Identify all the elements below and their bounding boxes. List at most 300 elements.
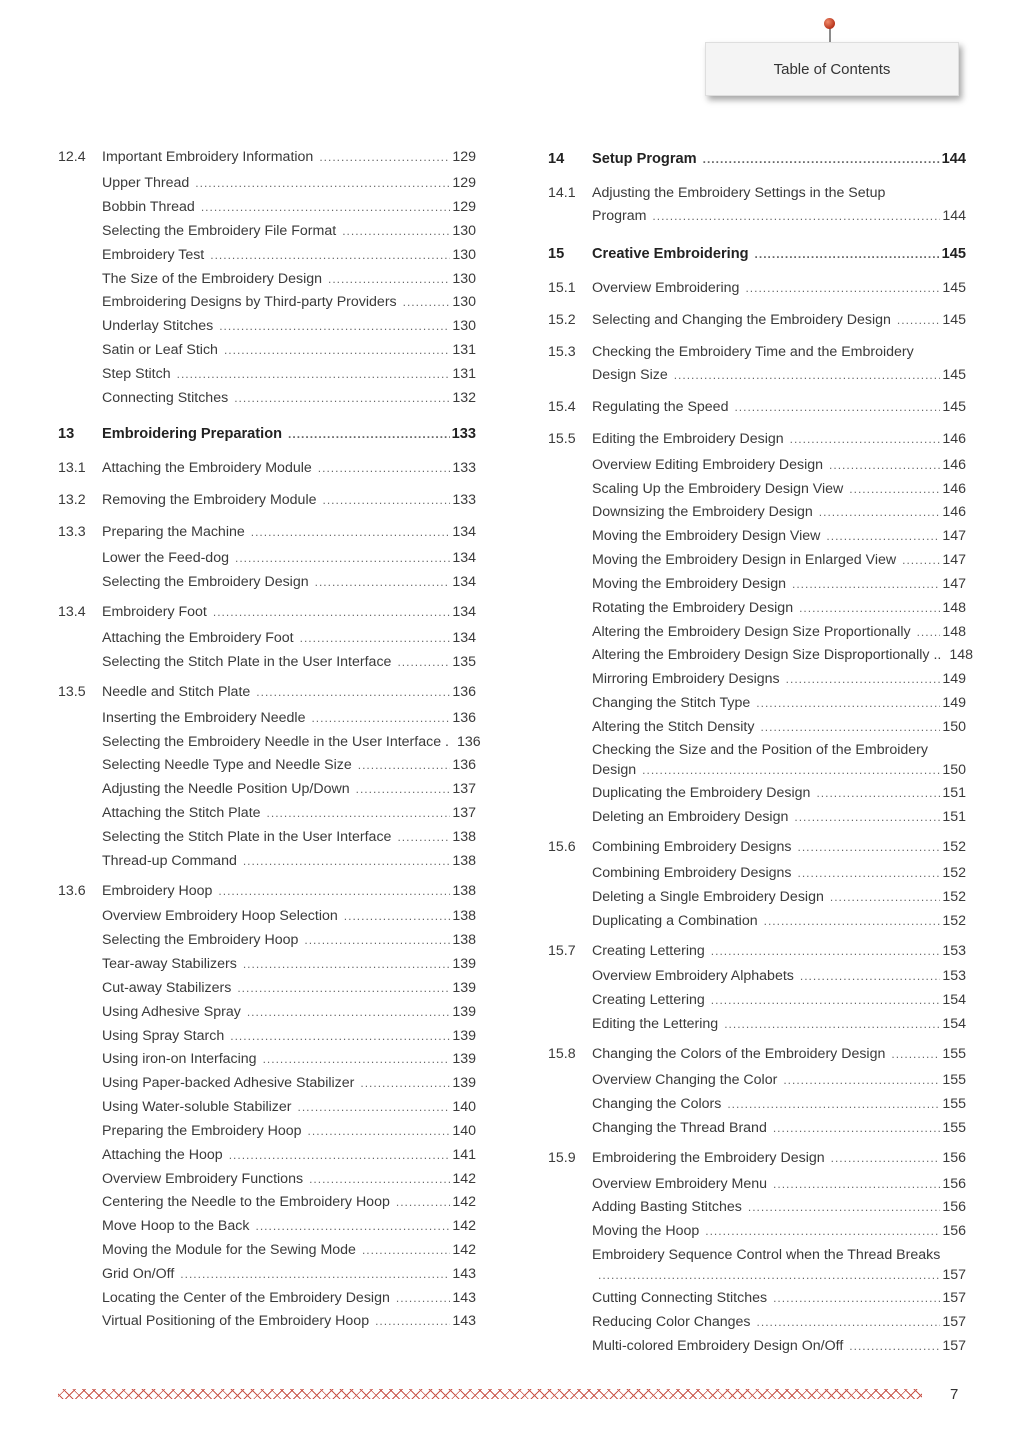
toc-entry[interactable] [548, 912, 966, 930]
toc-entry[interactable] [548, 398, 966, 416]
toc-entry[interactable] [58, 1289, 476, 1307]
toc-entry[interactable] [548, 551, 966, 569]
toc-entry[interactable] [548, 838, 966, 856]
toc-entry-number: 14.1 [548, 185, 576, 201]
toc-entry-title: Selecting the Embroidery Hoop [102, 932, 299, 948]
dot-leader [652, 207, 940, 225]
dot-leader [300, 629, 451, 647]
toc-entry[interactable] [548, 1246, 966, 1264]
pin-icon [824, 18, 835, 29]
toc-entry-page: 130 [452, 247, 476, 263]
toc-entry[interactable] [58, 317, 476, 335]
toc-entry[interactable] [58, 198, 476, 216]
dot-leader [917, 623, 941, 641]
toc-entry[interactable] [548, 527, 966, 545]
toc-entry-page: 134 [452, 630, 476, 646]
toc-entry[interactable] [548, 741, 966, 759]
toc-entry[interactable] [548, 245, 966, 263]
toc-entry-page: 134 [452, 524, 476, 540]
toc-entry-title: Centering the Needle to the Embroidery Hoop [102, 1194, 390, 1210]
toc-entry-title: Deleting an Embroidery Design [592, 809, 789, 825]
dot-leader [819, 503, 941, 521]
toc-entry[interactable] [548, 784, 966, 802]
toc-entry-title: Step Stitch [102, 366, 171, 382]
dot-leader [360, 1074, 450, 1092]
toc-entry[interactable] [58, 1217, 476, 1235]
toc-entry[interactable] [58, 1146, 476, 1164]
section-tab-label: Table of Contents [773, 60, 891, 78]
dot-leader [308, 1122, 451, 1140]
toc-entry-number: 15.3 [548, 344, 576, 360]
toc-entry-title: Changing the Colors [592, 1096, 722, 1112]
toc-entry[interactable] [58, 979, 476, 997]
toc-entry-title: Rotating the Embroidery Design [592, 600, 794, 616]
toc-entry-number: 15.7 [548, 943, 576, 959]
dot-leader [288, 425, 450, 443]
toc-entry-title: Removing the Embroidery Module [102, 492, 317, 508]
toc-entry-page: 150 [942, 719, 966, 735]
toc-entry-title: Editing the Lettering [592, 1016, 719, 1032]
toc-entry-title: Design Size [592, 367, 668, 383]
toc-entry-page: 130 [452, 294, 476, 310]
toc-entry-title: Overview Embroidery Hoop Selection [102, 908, 338, 924]
toc-entry-title: Important Embroidery Information [102, 149, 314, 165]
toc-entry[interactable] [548, 1337, 966, 1355]
toc-entry[interactable] [548, 1222, 966, 1240]
dot-leader [328, 270, 450, 288]
toc-entry[interactable] [548, 808, 966, 826]
toc-entry[interactable] [58, 341, 476, 359]
dot-leader [397, 828, 450, 846]
toc-entry[interactable] [58, 882, 476, 900]
dot-leader [309, 1170, 450, 1188]
toc-entry[interactable] [548, 366, 966, 384]
toc-entry-title: Using Water-soluble Stabilizer [102, 1099, 292, 1115]
toc-entry[interactable] [548, 623, 966, 641]
toc-entry[interactable] [548, 456, 966, 474]
toc-entry-title: Combining Embroidery Designs [592, 839, 792, 855]
toc-entry[interactable] [548, 1015, 966, 1033]
toc-entry[interactable] [548, 207, 966, 225]
toc-entry-title: Embroidery Sequence Control when the Thread Breaks [592, 1247, 941, 1263]
toc-entry[interactable] [58, 756, 476, 774]
toc-entry[interactable] [548, 942, 966, 960]
toc-entry-page: 142 [452, 1218, 476, 1234]
toc-entry-page: 136 [452, 710, 476, 726]
toc-entry[interactable] [58, 459, 476, 477]
toc-entry-page: 155 [942, 1072, 966, 1088]
toc-entry[interactable] [58, 780, 476, 798]
toc-entry[interactable] [58, 804, 476, 822]
toc-entry[interactable] [548, 864, 966, 882]
toc-entry-title: Altering the Stitch Density [592, 719, 755, 735]
toc-entry[interactable] [58, 491, 476, 509]
toc-entry-title: Needle and Stitch Plate [102, 684, 251, 700]
dot-leader [705, 1222, 940, 1240]
toc-entry-title: Underlay Stitches [102, 318, 214, 334]
toc-entry-page: 152 [942, 839, 966, 855]
dot-leader [711, 942, 941, 960]
toc-entry-page: 139 [452, 1004, 476, 1020]
toc-entry[interactable] [58, 549, 476, 567]
toc-entry-title: Using iron-on Interfacing [102, 1051, 257, 1067]
toc-entry[interactable] [548, 1289, 966, 1307]
dot-leader [755, 245, 940, 263]
toc-entry[interactable] [58, 246, 476, 264]
toc-entry-page: 130 [452, 271, 476, 287]
toc-entry[interactable] [58, 828, 476, 846]
toc-entry-title: Embroidering Preparation [102, 426, 283, 442]
toc-entry-number: 12.4 [58, 149, 86, 165]
toc-entry-page: 155 [942, 1046, 966, 1062]
toc-entry-title: Overview Changing the Color [592, 1072, 778, 1088]
dot-leader [642, 761, 940, 779]
dot-leader [180, 1265, 450, 1283]
toc-entry-page: 142 [452, 1171, 476, 1187]
toc-entry-page: 148 [942, 624, 966, 640]
dot-leader [756, 694, 940, 712]
dot-leader [897, 311, 940, 329]
toc-entry-page: 143 [452, 1290, 476, 1306]
toc-entry-number: 15.1 [548, 280, 576, 296]
toc-entry-title: Embroidery Foot [102, 604, 207, 620]
toc-entry-page: 156 [942, 1176, 966, 1192]
toc-entry[interactable] [548, 670, 966, 688]
toc-entry-title: Program [592, 208, 647, 224]
toc-entry-page: 140 [452, 1123, 476, 1139]
dot-leader [711, 991, 941, 1009]
toc-entry-page: 139 [452, 1075, 476, 1091]
toc-entry[interactable] [548, 694, 966, 712]
toc-entry[interactable] [58, 955, 476, 973]
toc-entry[interactable] [58, 1098, 476, 1116]
toc-entry-page: 149 [942, 671, 966, 687]
toc-entry-title: Setup Program [592, 151, 697, 167]
toc-entry[interactable] [58, 270, 476, 288]
dot-leader [318, 459, 451, 477]
toc-entry-title: Tear-away Stabilizers [102, 956, 237, 972]
toc-entry-title: Changing the Stitch Type [592, 695, 751, 711]
toc-entry-page: 157 [942, 1290, 966, 1306]
dot-leader [799, 599, 940, 617]
toc-entry-page: 129 [452, 149, 476, 165]
toc-entry-title: Inserting the Embroidery Needle [102, 710, 306, 726]
toc-entry-number: 13.3 [58, 524, 86, 540]
toc-entry[interactable] [548, 575, 966, 593]
toc-entry-page: 156 [942, 1199, 966, 1215]
toc-entry-page: 131 [452, 342, 476, 358]
toc-entry-page: 145 [941, 246, 966, 262]
toc-entry-title: Embroidering the Embroidery Design [592, 1150, 825, 1166]
toc-entry[interactable] [58, 653, 476, 671]
toc-entry-title: Grid On/Off [102, 1266, 175, 1282]
toc-entry-page: 146 [942, 481, 966, 497]
toc-entry[interactable] [548, 991, 966, 1009]
toc-entry-title: Adjusting the Embroidery Settings in the Setup [592, 185, 886, 201]
toc-entry-page: 129 [452, 175, 476, 191]
toc-entry-title: Checking the Embroidery Time and the Embroidery [592, 344, 914, 360]
toc-entry[interactable] [58, 222, 476, 240]
dot-leader [794, 808, 940, 826]
toc-entry[interactable] [58, 174, 476, 192]
toc-entry-page: 149 [942, 695, 966, 711]
toc-entry-title: Virtual Positioning of the Embroidery Hoop [102, 1313, 370, 1329]
toc-entry-title: The Size of the Embroidery Design [102, 271, 323, 287]
dot-leader [177, 365, 451, 383]
toc-entry-page: 146 [942, 457, 966, 473]
toc-entry-title: Selecting the Embroidery File Format [102, 223, 337, 239]
dot-leader [255, 1217, 450, 1235]
toc-entry-page: 151 [942, 785, 966, 801]
dot-leader [362, 1241, 450, 1259]
toc-entry-title: Adding Basting Stitches [592, 1199, 742, 1215]
toc-entry-page: 142 [452, 1242, 476, 1258]
toc-entry-page: 145 [942, 280, 966, 296]
dot-leader [235, 549, 450, 567]
dot-leader [826, 527, 940, 545]
dot-leader [773, 1175, 940, 1193]
page-number: 7 [950, 1386, 959, 1403]
toc-entry-page: 151 [942, 809, 966, 825]
toc-entry-page: 134 [452, 550, 476, 566]
toc-entry[interactable] [548, 599, 966, 617]
toc-entry-page: 130 [452, 223, 476, 239]
toc-entry[interactable] [58, 1265, 476, 1283]
toc-entry-page: 143 [452, 1313, 476, 1329]
dot-leader [800, 967, 940, 985]
toc-entry[interactable] [548, 888, 966, 906]
toc-entry[interactable] [58, 573, 476, 591]
toc-entry-title: Creating Lettering [592, 943, 705, 959]
toc-entry[interactable] [548, 1119, 966, 1137]
toc-entry[interactable] [548, 343, 966, 361]
toc-entry[interactable] [58, 365, 476, 383]
dot-leader [375, 1312, 450, 1330]
toc-entry-page: 146 [942, 504, 966, 520]
toc-entry-page: 138 [452, 883, 476, 899]
dot-leader [210, 246, 450, 264]
dot-leader [891, 1045, 940, 1063]
toc-entry-title: Preparing the Embroidery Hoop [102, 1123, 302, 1139]
toc-entry-title: Selecting the Stitch Plate in the User Interface [102, 654, 392, 670]
toc-entry[interactable] [58, 293, 476, 311]
dot-leader [323, 491, 451, 509]
dot-leader [798, 838, 941, 856]
dot-leader [798, 864, 941, 882]
dot-leader [315, 573, 451, 591]
dot-leader [760, 718, 940, 736]
toc-entry[interactable] [548, 184, 966, 202]
toc-entry[interactable] [58, 1122, 476, 1140]
toc-entry-number: 13 [58, 426, 75, 442]
toc-entry-title: Overview Embroidery Functions [102, 1171, 304, 1187]
toc-entry-page: 138 [452, 908, 476, 924]
toc-entry-title: Downsizing the Embroidery Design [592, 504, 813, 520]
toc-entry-number: 15.8 [548, 1046, 576, 1062]
toc-entry-title: Regulating the Speed [592, 399, 729, 415]
toc-entry-title: Multi-colored Embroidery Design On/Off [592, 1338, 844, 1354]
dot-leader [674, 366, 941, 384]
toc-entry-title: Moving the Embroidery Design [592, 576, 786, 592]
toc-entry-page: 153 [942, 968, 966, 984]
toc-entry[interactable] [58, 852, 476, 870]
toc-entry-title: Selecting the Stitch Plate in the User Interface [102, 829, 392, 845]
dot-leader [830, 888, 940, 906]
toc-entry-title: Selecting the Embroidery Needle in the User Interface . [102, 734, 449, 750]
toc-entry-page: 154 [942, 1016, 966, 1032]
dot-leader [773, 1289, 940, 1307]
toc-entry[interactable] [548, 646, 973, 664]
toc-entry[interactable] [58, 907, 476, 925]
toc-entry-title: Selecting the Embroidery Design [102, 574, 309, 590]
toc-entry-page: 136 [452, 757, 476, 773]
toc-entry-page: 131 [452, 366, 476, 382]
decorative-border [58, 1389, 922, 1399]
toc-entry[interactable] [548, 761, 966, 779]
toc-entry-number: 13.5 [58, 684, 86, 700]
toc-entry-title: Lower the Feed-dog [102, 550, 229, 566]
toc-entry[interactable] [58, 1027, 476, 1045]
toc-entry[interactable] [548, 1198, 966, 1216]
toc-entry[interactable] [58, 523, 476, 541]
toc-entry-title: Using Adhesive Spray [102, 1004, 241, 1020]
toc-entry-page: 152 [942, 865, 966, 881]
dot-leader [251, 523, 451, 541]
toc-entry-title: Selecting and Changing the Embroidery Design [592, 312, 891, 328]
toc-entry[interactable] [548, 480, 966, 498]
toc-entry[interactable] [548, 1266, 966, 1284]
toc-entry-number: 15 [548, 246, 565, 262]
dot-leader [230, 1027, 450, 1045]
toc-entry-title: Changing the Colors of the Embroidery Design [592, 1046, 886, 1062]
toc-entry-title: Creative Embroidering [592, 246, 749, 262]
toc-entry-number: 15.2 [548, 312, 576, 328]
toc-entry-page: 141 [452, 1147, 476, 1163]
toc-entry-title: Overview Embroidery Menu [592, 1176, 768, 1192]
toc-entry[interactable] [58, 1312, 476, 1330]
toc-entry[interactable] [548, 503, 966, 521]
toc-entry-title: Duplicating a Combination [592, 913, 758, 929]
toc-entry-page: 136 [452, 684, 476, 700]
dot-leader [816, 784, 940, 802]
toc-entry[interactable] [548, 1095, 966, 1113]
toc-entry-page: 138 [452, 932, 476, 948]
toc-entry-page: 145 [942, 312, 966, 328]
toc-entry-title: Connecting Stitches [102, 390, 229, 406]
toc-entry[interactable] [58, 1241, 476, 1259]
toc-entry-title: Thread-up Command [102, 853, 237, 869]
toc-entry-title: Using Paper-backed Adhesive Stabilizer [102, 1075, 355, 1091]
toc-entry[interactable] [58, 1050, 476, 1068]
toc-entry-title: Upper Thread [102, 175, 190, 191]
toc-entry[interactable] [58, 683, 476, 701]
dot-leader [703, 150, 940, 168]
toc-entry[interactable] [548, 718, 966, 736]
toc-entry-page: 150 [942, 762, 966, 778]
toc-entry-title: Embroidery Test [102, 247, 205, 263]
dot-leader [764, 912, 941, 930]
dot-leader [396, 1193, 450, 1211]
dot-leader [358, 756, 451, 774]
dot-leader [598, 1266, 940, 1284]
toc-entry[interactable] [548, 430, 966, 448]
toc-entry-title: Overview Embroidering [592, 280, 740, 296]
toc-entry[interactable] [58, 1074, 476, 1092]
toc-entry[interactable] [58, 1170, 476, 1188]
toc-entry-title: Embroidering Designs by Third-party Providers [102, 294, 397, 310]
dot-leader [734, 398, 940, 416]
toc-entry-title: Bobbin Thread [102, 199, 195, 215]
dot-leader [783, 1071, 940, 1089]
toc-entry[interactable] [548, 1045, 966, 1063]
toc-entry-page: 156 [942, 1150, 966, 1166]
toc-entry-page: 133 [452, 492, 476, 508]
dot-leader [201, 198, 451, 216]
toc-entry-page: 130 [452, 318, 476, 334]
toc-entry[interactable] [58, 733, 481, 751]
toc-entry-page: 134 [452, 604, 476, 620]
toc-entry[interactable] [58, 709, 476, 727]
toc-entry[interactable] [58, 148, 476, 166]
toc-entry[interactable] [58, 931, 476, 949]
toc-entry-title: Satin or Leaf Stich [102, 342, 218, 358]
toc-entry[interactable] [548, 150, 966, 168]
dot-leader [403, 293, 451, 311]
dot-leader [397, 653, 450, 671]
toc-entry-page: 135 [452, 654, 476, 670]
toc-entry[interactable] [548, 967, 966, 985]
toc-entry-title: Attaching the Embroidery Foot [102, 630, 294, 646]
dot-leader [311, 709, 450, 727]
toc-entry-title: Cut-away Stabilizers [102, 980, 232, 996]
toc-entry-page: 139 [452, 1051, 476, 1067]
toc-entry-page: 155 [942, 1120, 966, 1136]
toc-entry-page: 139 [452, 1028, 476, 1044]
toc-entry[interactable] [548, 311, 966, 329]
toc-entry-page: 144 [941, 151, 966, 167]
toc-entry-number: 13.1 [58, 460, 86, 476]
toc-entry[interactable] [548, 279, 966, 297]
toc-entry[interactable] [548, 1149, 966, 1167]
dot-leader [218, 882, 450, 900]
dot-leader [344, 907, 451, 925]
toc-entry-title: Reducing Color Changes [592, 1314, 751, 1330]
toc-entry-page: 147 [942, 552, 966, 568]
toc-entry-title: Combining Embroidery Designs [592, 865, 792, 881]
toc-entry[interactable] [548, 1313, 966, 1331]
toc-entry[interactable] [548, 1071, 966, 1089]
dot-leader [829, 456, 940, 474]
toc-entry-number: 13.6 [58, 883, 86, 899]
toc-entry[interactable] [58, 629, 476, 647]
toc-entry-title: Mirroring Embroidery Designs [592, 671, 780, 687]
toc-entry[interactable] [58, 1193, 476, 1211]
toc-entry-number: 15.9 [548, 1150, 576, 1166]
dot-leader [195, 174, 450, 192]
toc-entry-title: Altering the Embroidery Design Size Disproportionally .. [592, 647, 942, 663]
toc-entry[interactable] [58, 603, 476, 621]
toc-entry-page: 138 [452, 829, 476, 845]
toc-entry[interactable] [58, 1003, 476, 1021]
toc-entry-title: Moving the Module for the Sewing Mode [102, 1242, 356, 1258]
toc-entry-title: Selecting Needle Type and Needle Size [102, 757, 352, 773]
toc-entry-title: Creating Lettering [592, 992, 705, 1008]
dot-leader [849, 1337, 940, 1355]
toc-entry[interactable] [58, 389, 476, 407]
dot-leader [727, 1095, 940, 1113]
toc-entry[interactable] [58, 425, 476, 443]
toc-entry[interactable] [548, 1175, 966, 1193]
